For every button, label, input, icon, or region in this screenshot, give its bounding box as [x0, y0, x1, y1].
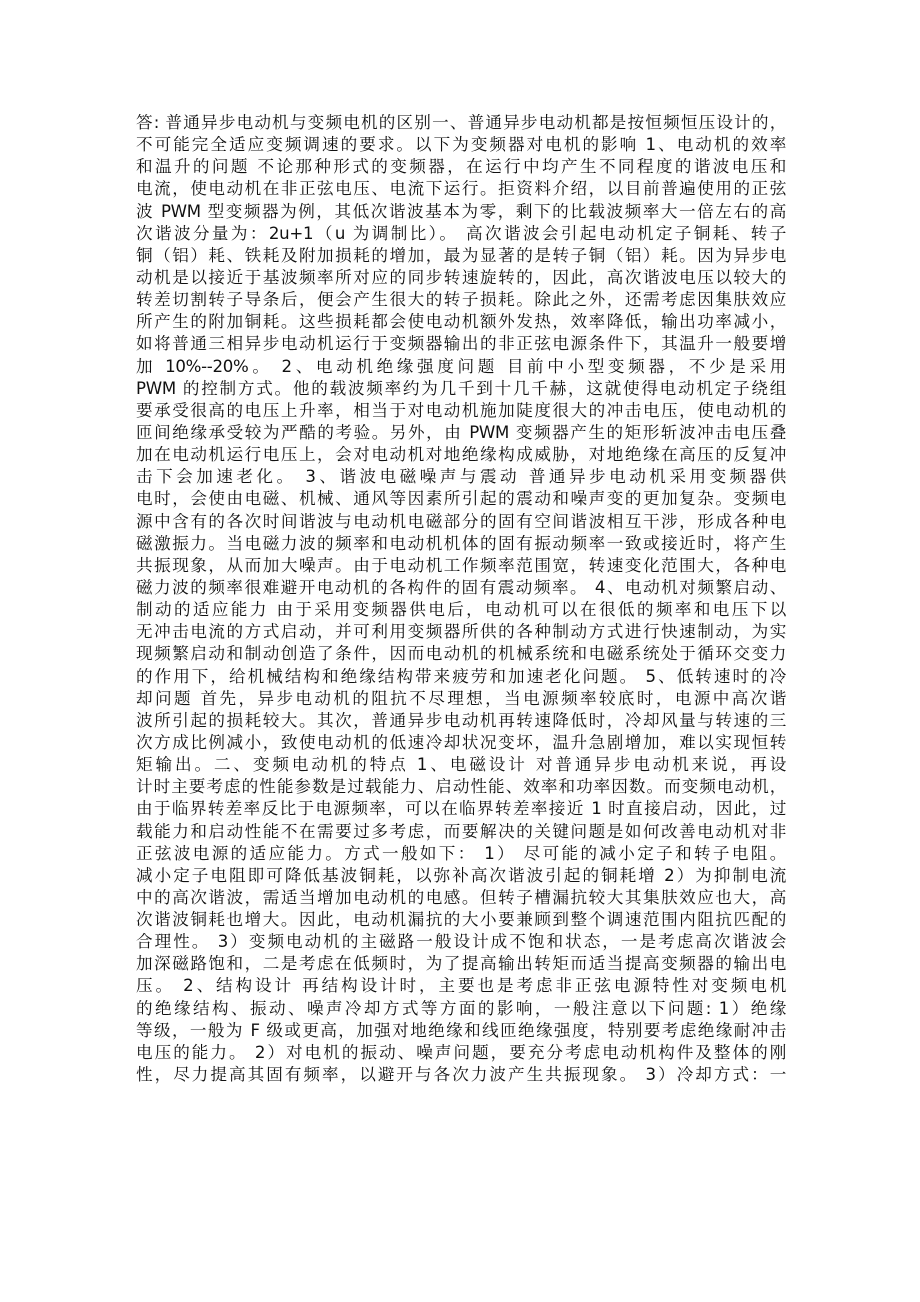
text-line: 计时主要考虑的性能参数是过载能力、启动性能、效率和功率因数。而变频电动机， — [136, 777, 786, 797]
text-line: 如将普通三相异步电动机运行于变频器输出的非正弦电源条件下，其温升一般要增 — [136, 334, 786, 354]
text-line: 磁激振力。当电磁力波的频率和电动机机体的固有振动频率一致或接近时，将产生 — [136, 533, 786, 553]
text-line: 磁力波的频率很难避开电动机的各构件的固有震动频率。 4、电动机对频繁启动、 — [136, 577, 786, 597]
text-line: 加深磁路饱和，二是考虑在低频时，为了提高输出转矩而适当提高变频器的输出电 — [136, 954, 786, 974]
text-line: 动机是以接近于基波频率所对应的同步转速旋转的，因此，高次谐波电压以较大的 — [136, 267, 786, 287]
text-line: 的作用下，给机械结构和绝缘结构带来疲劳和加速老化问题。 5、低转速时的冷 — [136, 666, 786, 686]
text-line: 匝间绝缘承受较为严酷的考验。另外，由 PWM 变频器产生的矩形斩波冲击电压叠 — [136, 422, 786, 442]
text-line: 矩输出。二、变频电动机的特点 1、电磁设计 对普通异步电动机来说，再设 — [136, 755, 786, 775]
text-line: 共振现象，从而加大噪声。由于电动机工作频率范围宽，转速变化范围大，各种电 — [136, 555, 786, 575]
text-line: 转差切割转子导条后，便会产生很大的转子损耗。除此之外，还需考虑因集肤效应 — [136, 290, 786, 310]
text-line: 合理性。 3）变频电动机的主磁路一般设计成不饱和状态，一是考虑高次谐波会 — [136, 932, 786, 952]
text-line: 和温升的问题 不论那种形式的变频器，在运行中均产生不同程度的谐波电压和 — [136, 157, 786, 177]
text-line: 却问题 首先，异步电动机的阻抗不尽理想，当电源频率较底时，电源中高次谐 — [136, 688, 786, 708]
text-line: 次谐波分量为：2u+1（u 为调制比）。 高次谐波会引起电动机定子铜耗、转子 — [136, 223, 786, 243]
text-line: 现频繁启动和制动创造了条件，因而电动机的机械系统和电磁系统处于循环交变力 — [136, 644, 786, 664]
text-line: 电压的能力。 2）对电机的振动、噪声问题，要充分考虑电动机构件及整体的刚 — [136, 1042, 786, 1062]
document-body — [136, 112, 786, 1086]
text-line: 源中含有的各次时间谐波与电动机电磁部分的固有空间谐波相互干涉，形成各种电 — [136, 511, 786, 531]
text-line: 不可能完全适应变频调速的要求。以下为变频器对电机的影响 1、电动机的效率 — [136, 135, 786, 155]
text-line: 制动的适应能力 由于采用变频器供电后，电动机可以在很低的频率和电压下以 — [136, 600, 786, 620]
text-line: 载能力和启动性能不在需要过多考虑，而要解决的关键问题是如何改善电动机对非 — [136, 821, 786, 841]
text-line: 波 PWM 型变频器为例，其低次谐波基本为零，剩下的比载波频率大一倍左右的高 — [136, 201, 786, 221]
text-line: 加在电动机运行电压上，会对电动机对地绝缘构成威胁，对地绝缘在高压的反复冲 — [136, 445, 786, 465]
text-line: 压。 2、结构设计 再结构设计时，主要也是考虑非正弦电源特性对变频电机 — [136, 976, 786, 996]
text-line: 答: 普通异步电动机与变频电机的区别一、普通异步电动机都是按恒频恒压设计的， — [136, 113, 786, 132]
text-line: 中的高次谐波，需适当增加电动机的电感。但转子槽漏抗较大其集肤效应也大，高 — [136, 887, 786, 907]
text-line: 次方成比例减小，致使电动机的低速冷却状况变坏，温升急剧增加，难以实现恒转 — [136, 732, 786, 752]
text-line: 电流，使电动机在非正弦电压、电流下运行。拒资料介绍，以目前普遍使用的正弦 — [136, 179, 786, 199]
text-line: 性，尽力提高其固有频率，以避开与各次力波产生共振现象。 3）冷却方式：一 — [136, 1065, 786, 1085]
text-line: 等级，一般为 F 级或更高，加强对地绝缘和线匝绝缘强度，特别要考虑绝缘耐冲击 — [136, 1020, 786, 1040]
text-line: 次谐波铜耗也增大。因此，电动机漏抗的大小要兼顾到整个调速范围内阻抗匹配的 — [136, 910, 786, 930]
text-line: PWM 的控制方式。他的载波频率约为几千到十几千赫，这就使得电动机定子绕组 — [136, 378, 786, 398]
text-line: 的绝缘结构、振动、噪声冷却方式等方面的影响，一般注意以下问题: 1）绝缘 — [136, 998, 786, 1018]
text-line: 减小定子电阻即可降低基波铜耗，以弥补高次谐波引起的铜耗增 2）为抑制电流 — [136, 865, 786, 885]
text-line: 加 10%--20%。 2、电动机绝缘强度问题 目前中小型变频器，不少是采用 — [136, 356, 786, 376]
text-line: 所产生的附加铜耗。这些损耗都会使电动机额外发热，效率降低，输出功率减小， — [136, 312, 786, 332]
text-line: 击下会加速老化。 3、谐波电磁噪声与震动 普通异步电动机采用变频器供 — [136, 467, 786, 487]
text-line: 由于临界转差率反比于电源频率，可以在临界转差率接近 1 时直接启动，因此，过 — [136, 799, 786, 819]
text-line: 无冲击电流的方式启动，并可利用变频器所供的各种制动方式进行快速制动，为实 — [136, 622, 786, 642]
text-line: 波所引起的损耗较大。其次，普通异步电动机再转速降低时，冷却风量与转速的三 — [136, 710, 786, 730]
text-line: 铜（铝）耗、铁耗及附加损耗的增加，最为显著的是转子铜（铝）耗。因为异步电 — [136, 245, 786, 265]
text-line: 电时，会使由电磁、机械、通风等因素所引起的震动和噪声变的更加复杂。变频电 — [136, 489, 786, 509]
text-line: 要承受很高的电压上升率，相当于对电动机施加陡度很大的冲击电压，使电动机的 — [136, 400, 786, 420]
text-line: 正弦波电源的适应能力。方式一般如下： 1） 尽可能的减小定子和转子电阻。 — [136, 843, 786, 863]
